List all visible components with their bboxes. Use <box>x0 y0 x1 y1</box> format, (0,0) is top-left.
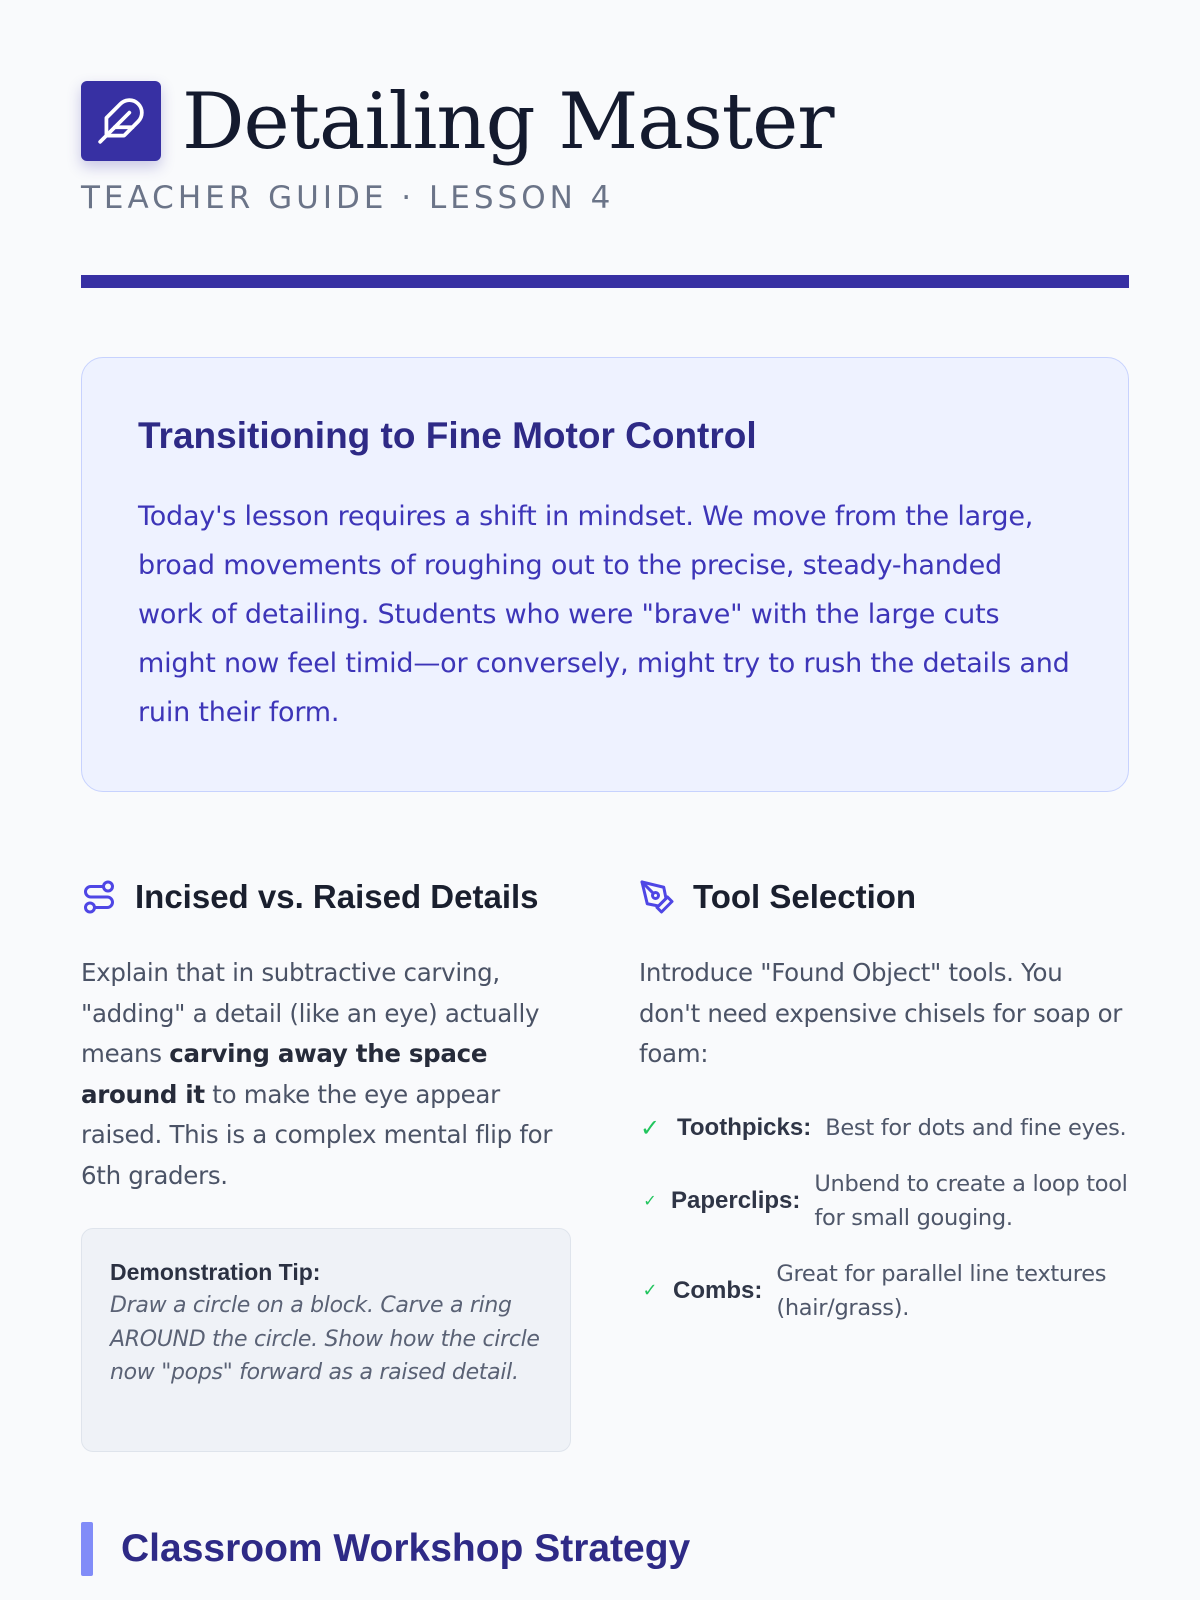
check-icon: ✓ <box>642 1280 658 1301</box>
tool-heading: Tool Selection <box>693 878 917 915</box>
page-title: Detailing Master <box>182 77 834 167</box>
route-icon <box>81 879 117 915</box>
tip-text: Draw a circle on a block. Carve a ring AROUND the circle. Show how the circle now "pops" forward as a raised detail. <box>110 1293 540 1385</box>
tool-name: Paperclips: <box>671 1186 801 1214</box>
incised-text-after: to make the eye appear raised. This is a complex mental flip for 6th graders. <box>81 1079 553 1190</box>
feather-icon <box>96 96 146 146</box>
check-icon: ✓ <box>639 1113 661 1142</box>
header-divider <box>81 275 1129 288</box>
workshop-heading: Classroom Workshop Strategy <box>121 1527 691 1570</box>
tool-item-paperclips <box>639 1167 1129 1235</box>
teacher-guide-page <box>81 0 1129 1600</box>
tool-desc: Great for parallel line textures (hair/grass). <box>776 1260 1107 1321</box>
pen-tool-icon <box>639 879 675 915</box>
section-accent-bar <box>81 1522 93 1576</box>
tool-header <box>639 875 1129 919</box>
incised-text-bold: carving away the space around it <box>81 1039 488 1109</box>
tool-list <box>639 1111 1129 1325</box>
incised-text-before: Explain that in subtractive carving, "adding" a detail (like an eye) actually means <box>81 958 540 1068</box>
tool-intro: Introduce "Found Object" tools. You don't need expensive chisels for soap or foam: <box>639 958 1123 1068</box>
incised-body <box>81 953 571 1196</box>
tool-item-combs <box>639 1257 1129 1325</box>
tip-label: Demonstration Tip: <box>110 1259 321 1285</box>
tool-item-toothpicks <box>639 1111 1129 1145</box>
tool-selection-section <box>639 875 1129 1347</box>
workshop-section-header <box>81 1522 690 1576</box>
incised-header <box>81 875 571 919</box>
check-icon: ✓ <box>643 1191 657 1210</box>
intro-body: Today's lesson requires a shift in mindset. We move from the large, broad movements of roughing out to the precise, steady-handed work of detailing. Students who were "brave" with the large cuts might now feel timid—or conversely, might try to rush the details and ruin their form. <box>138 501 1070 728</box>
tool-desc: Best for dots and fine eyes. <box>825 1114 1127 1141</box>
tool-desc: Unbend to create a loop tool for small gouging. <box>814 1170 1128 1231</box>
tool-name: Combs: <box>673 1276 763 1304</box>
intro-heading: Transitioning to Fine Motor Control <box>138 415 757 456</box>
incised-section <box>81 875 571 1452</box>
incised-heading: Incised vs. Raised Details <box>135 878 539 915</box>
page-subtitle: TEACHER GUIDE · LESSON 4 <box>81 180 615 216</box>
tool-name: Toothpicks: <box>677 1113 812 1141</box>
logo-badge <box>81 81 161 161</box>
demonstration-tip <box>81 1228 571 1452</box>
intro-callout <box>81 357 1129 792</box>
